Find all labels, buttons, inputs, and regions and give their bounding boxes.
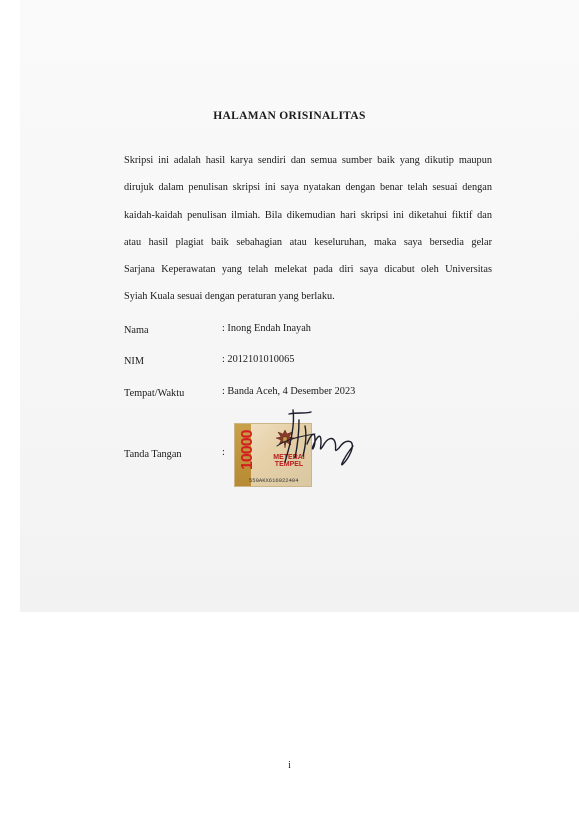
tempat-waktu-label: Tempat/Waktu [124, 388, 185, 399]
tanda-tangan-colon: : [222, 447, 225, 458]
handwritten-signature [255, 406, 365, 476]
page-title: HALAMAN ORISINALITAS [213, 110, 366, 122]
paragraph-line-1: Skripsi ini adalah hasil karya sendiri dan semua sumber baik yang dikutip maupun [124, 155, 492, 166]
tanda-tangan-label: Tanda Tangan [124, 449, 182, 460]
nim-value: : 2012101010065 [222, 354, 295, 365]
scanned-page-area [20, 0, 579, 612]
nim-label: NIM [124, 356, 145, 367]
stamp-serial: 550AKX616022404 [249, 477, 299, 484]
paragraph-line-2: dirujuk dalam penulisan skripsi ini saya nyatakan dengan benar telah sesuai dengan [124, 182, 492, 193]
stamp-denomination: 10000 [239, 430, 256, 470]
paragraph-line-3: kaidah-kaidah penulisan ilmiah. Bila dikemudian hari skripsi ini diketahui fiktif dan [124, 210, 492, 221]
page-number: i [288, 760, 291, 771]
tempat-waktu-value: : Banda Aceh, 4 Desember 2023 [222, 386, 356, 397]
paragraph-line-6: Syiah Kuala sesuai dengan peraturan yang berlaku. [124, 291, 335, 302]
paragraph-line-4: atau hasil plagiat baik sebahagian atau keseluruhan, maka saya bersedia gelar [124, 237, 492, 248]
paragraph-line-5: Sarjana Keperawatan yang telah melekat pada diri saya dicabut oleh Universitas [124, 264, 492, 275]
stamp-label: METERAI TEMPEL [273, 454, 305, 469]
nama-label: Nama [124, 325, 149, 336]
nama-value: : Inong Endah Inayah [222, 323, 311, 334]
